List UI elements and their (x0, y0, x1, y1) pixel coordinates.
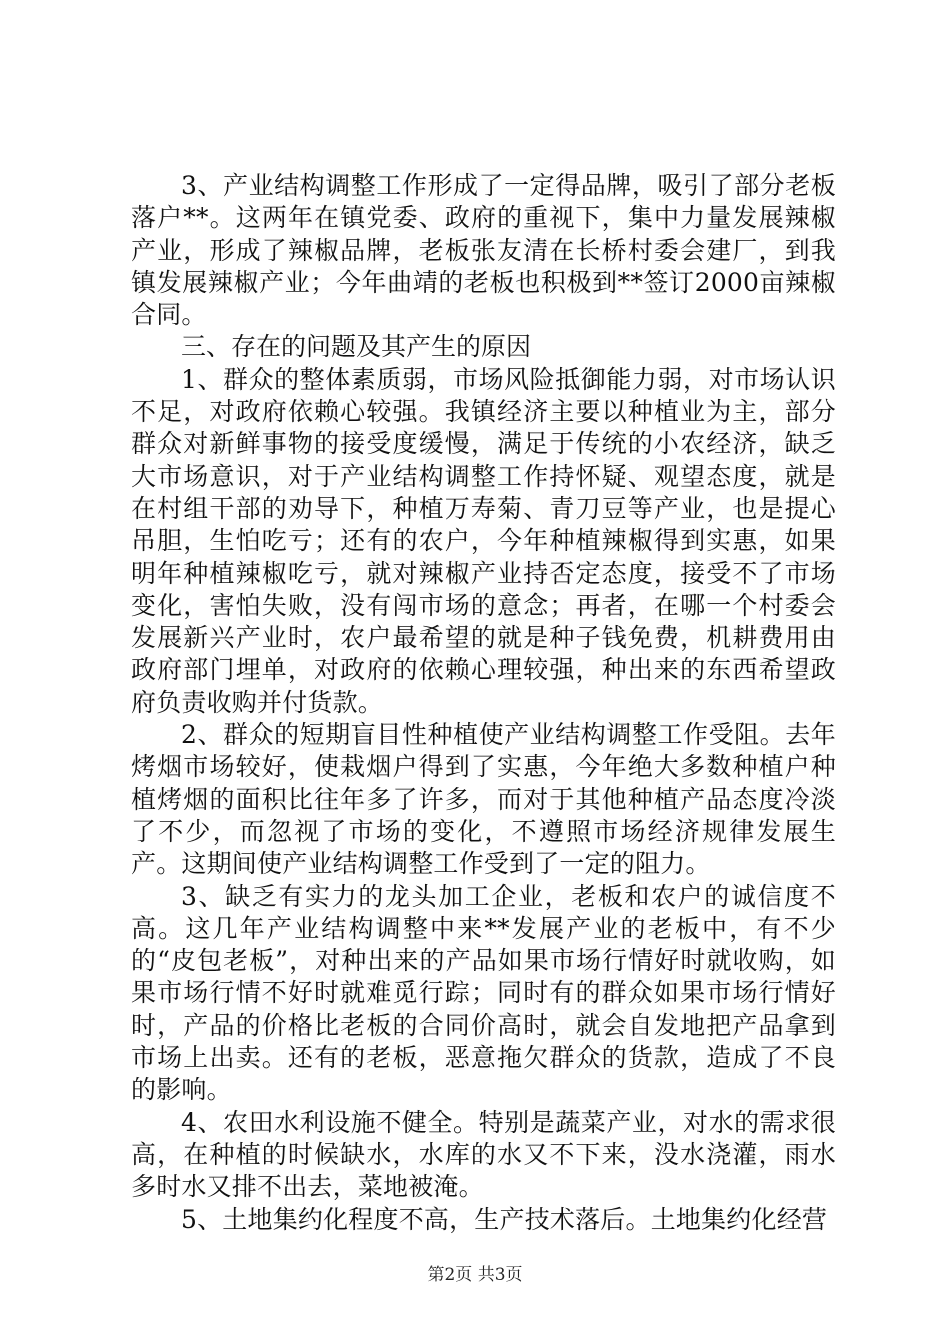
paragraph-problem-4: 4、农田水利设施不健全。特别是蔬菜产业，对水的需求很高，在种植的时候缺水，水库的水又不下来，没水浇灌，雨水多时水又排不出去，菜地被淹。 (131, 1107, 836, 1202)
paragraph-problem-3: 3、缺乏有实力的龙头加工企业，老板和农户的诚信度不高。这几年产业结构调整中来**发展产业的老板中，有不少的“皮包老板”，对种出来的产品如果市场行情好时就收购，如果市场行情不好时就难觅行踪；同时有的群众如果市场行情好时，产品的价格比老板的合同价高时，就会自发地把产品拿到市场上出卖。还有的老板，恶意拖欠群众的货款，造成了不良的影响。 (131, 881, 836, 1105)
section-heading-problems: 三、存在的问题及其产生的原因 (181, 332, 532, 362)
paragraph-brand: 3、产业结构调整工作形成了一定得品牌，吸引了部分老板落户**。这两年在镇党委、政府的重视下，集中力量发展辣椒产业，形成了辣椒品牌，老板张友清在长桥村委会建厂，到我镇发展辣椒产业；今年曲靖的老板也积极到**签订2000亩辣椒合同。 (131, 171, 836, 330)
paragraph-problem-2: 2、群众的短期盲目性种植使产业结构调整工作受阻。去年烤烟市场较好，使栽烟户得到了实惠，今年绝大多数种植户种植烤烟的面积比往年多了许多，而对于其他种植产品态度冷淡了不少，而忽视了市场的变化，不遵照市场经济规律发展生产。这期间使产业结构调整工作受到了一定的阻力。 (131, 720, 836, 879)
page-number-footer: 第2页 共3页 (427, 1265, 523, 1285)
document-body (131, 170, 836, 1236)
paragraph-problem-1: 1、群众的整体素质弱，市场风险抵御能力弱，对市场认识不足，对政府依赖心较强。我镇经济主要以种植业为主，部分群众对新鲜事物的接受度缓慢，满足于传统的小农经济，缺乏大市场意识，对于产业结构调整工作持怀疑、观望态度，就是在村组干部的劝导下，种植万寿菊、青刀豆等产业，也是提心吊胆，生怕吃亏；还有的农户，今年种植辣椒得到实惠，如果明年种植辣椒吃亏，就对辣椒产业持否定态度，接受不了市场变化，害怕失败，没有闯市场的意念；再者，在哪一个村委会发展新兴产业时，农户最希望的就是种子钱免费，机耕费用由政府部门埋单，对政府的依赖心理较强，种出来的东西希望政府负责收购并付货款。 (131, 364, 836, 717)
paragraph-problem-5: 5、土地集约化程度不高，生产技术落后。土地集约化经营 (181, 1204, 828, 1234)
